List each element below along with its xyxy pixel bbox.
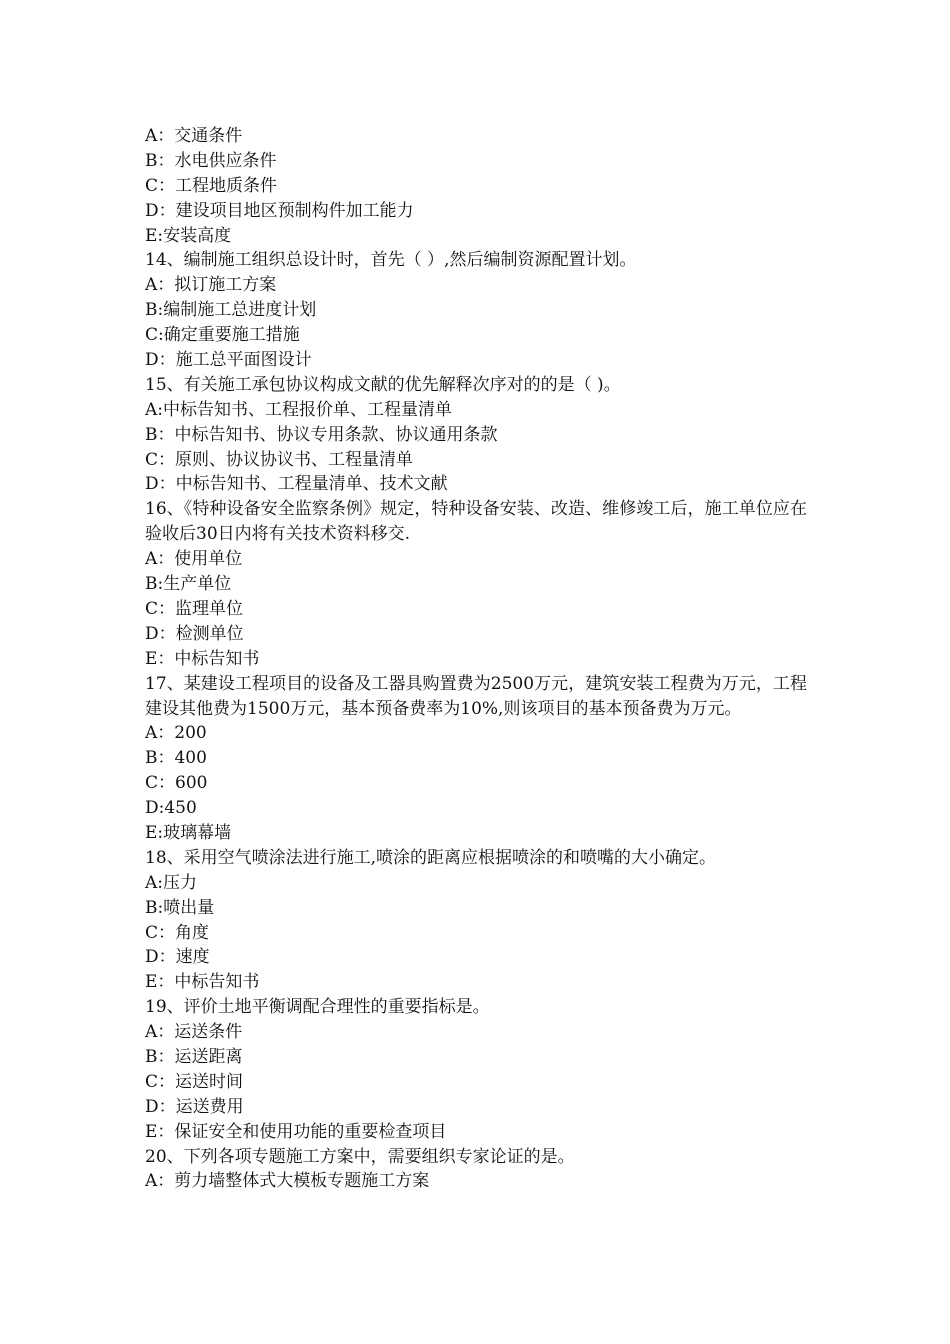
question-16: 16、《特种设备安全监察条例》规定，特种设备安装、改造、维修竣工后，施工单位应在验收后30日内将有关技术资料移交. [145,499,807,545]
question-17: 17、某建设工程项目的设备及工器具购置费为2500万元，建筑安装工程费为万元，工程建设其他费为1500万元，基本预备费率为10%,则该项目的基本预备费为万元。 [145,673,807,719]
option-line: A：交通条件 [145,126,243,146]
question-14: 14、编制施工组织总设计时，首先（ ）,然后编制资源配置计划。 [145,250,637,271]
option-line: A：使用单位 [145,549,243,570]
document-body [145,124,807,1194]
question-19: 19、评价土地平衡调配合理性的重要指标是。 [145,997,490,1018]
option-line: E:玻璃幕墙 [145,823,232,843]
option-line: D：运送费用 [145,1096,244,1117]
option-line: A：剪力墙整体式大模板专题施工方案 [145,1171,430,1192]
option-line: B:生产单位 [145,574,232,595]
option-line: C:确定重要施工措施 [145,325,300,346]
option-line: A:压力 [145,872,198,893]
option-line: E：中标告知书 [145,972,260,993]
option-line: D：施工总平面图设计 [145,350,312,371]
option-line: D：中标告知书、工程量清单、技术文献 [145,474,448,495]
option-line: B:喷出量 [145,897,215,918]
question-20: 20、下列各项专题施工方案中，需要组织专家论证的是。 [145,1146,575,1167]
option-line: C：运送时间 [145,1071,244,1092]
option-line: B：水电供应条件 [145,150,277,171]
option-line: E:安装高度 [145,225,232,246]
option-line: B：中标告知书、协议专用条款、协议通用条款 [145,424,498,445]
option-line: D：检测单位 [145,623,244,644]
option-line: E：中标告知书 [145,648,260,669]
option-line: A：200 [145,723,207,744]
option-line: C：监理单位 [145,598,244,619]
option-line: A：运送条件 [145,1022,243,1043]
option-line: B：400 [145,748,207,769]
option-line: E：保证安全和使用功能的重要检查项目 [145,1121,447,1142]
option-line: C：角度 [145,922,210,943]
option-line: D：建设项目地区预制构件加工能力 [145,200,414,221]
option-line: A：拟订施工方案 [145,275,277,296]
option-line: C：600 [145,773,208,794]
option-line: D:450 [145,798,197,819]
option-line: C：工程地质条件 [145,175,278,196]
option-line: A:中标告知书、工程报价单、工程量清单 [145,399,453,420]
question-18: 18、采用空气喷涂法进行施工,喷涂的距离应根据喷涂的和喷嘴的大小确定。 [145,847,717,868]
option-line: B:编制施工总进度计划 [145,300,317,321]
option-line: B：运送距离 [145,1047,243,1068]
option-line: D：速度 [145,947,210,968]
option-line: C：原则、协议协议书、工程量清单 [145,449,414,470]
question-15: 15、有关施工承包协议构成文献的优先解释次序对的的是（ )。 [145,374,621,395]
